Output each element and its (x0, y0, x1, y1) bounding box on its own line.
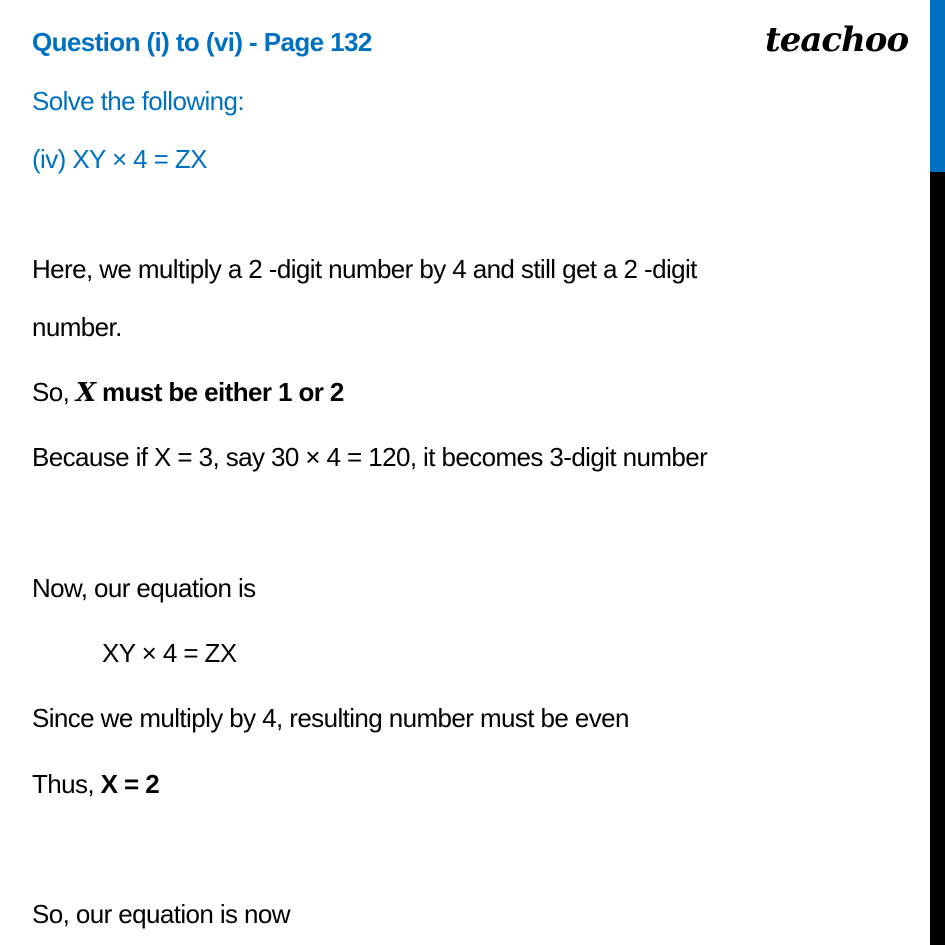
text-line: Because if X = 3, say 30 × 4 = 120, it becomes 3-digit number (32, 442, 708, 472)
text-line: Here, we multiply a 2 -digit number by 4 and still get a 2 -digit (32, 254, 697, 284)
side-accent-bar (930, 0, 945, 172)
text-line: Now, our equation is (32, 573, 256, 603)
text-line: Since we multiply by 4, resulting number must be even (32, 703, 629, 733)
page-title: Question (i) to (vi) - Page 132 (32, 27, 372, 57)
bold-text: must be either 1 or 2 (95, 377, 344, 407)
text: So, (32, 377, 76, 407)
text-line (32, 769, 159, 799)
bold-text: X = 2 (100, 769, 160, 799)
side-dark-bar (930, 172, 945, 945)
teachoo-logo: teachoo (765, 20, 909, 60)
equation: XY × 4 = ZX (102, 638, 237, 668)
text-line: number. (32, 312, 122, 342)
variable-x: X (75, 378, 96, 408)
question-prompt: Solve the following: (32, 86, 245, 116)
question-part: (iv) XY × 4 = ZX (32, 144, 207, 174)
text-line (32, 377, 344, 408)
text-line: So, our equation is now (32, 899, 290, 929)
text: Thus, (32, 769, 101, 799)
